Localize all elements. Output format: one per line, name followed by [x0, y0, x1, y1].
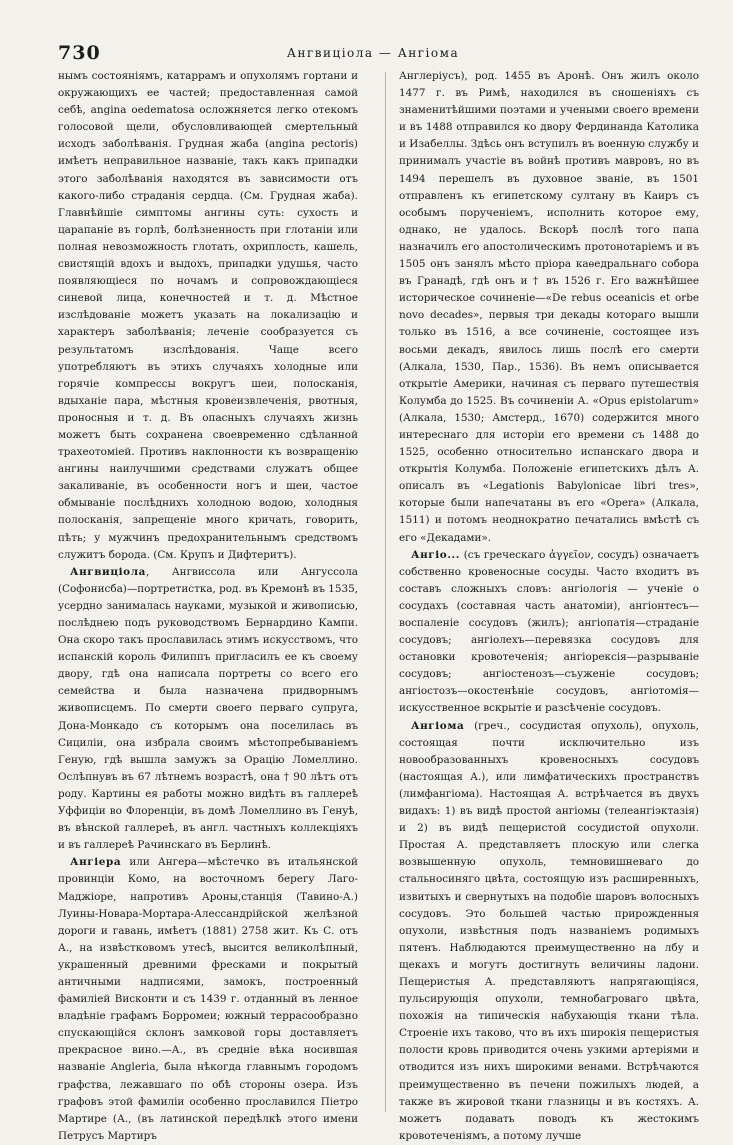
entry-headword: Ангіо...	[411, 548, 460, 561]
entry-text: (съ греческаго ἀγγεῖον, сосудъ) означаетъ собственно кровеносные сосуды. Часто входитъ въ составъ сложныхъ словъ: ангіологія — ученіе о сосудахъ (составная часть анатоміи), ангіонтесъ—воспаленіе сосудовъ (жилъ); ангіопатія—страданіе сосудовъ; ангіолеxъ—перевязка сосудовъ для остановки кровотеченія; ангіорексія—разрываніе сосудовъ; ангіостенозъ—съуженіе сосудовъ; ангіостозъ—окостенѣніе сосудовъ, ангіотомія—искусственное вскрытіе и разсѣченіе сосудовъ.	[399, 548, 699, 715]
right-column	[399, 68, 699, 1142]
entry-paragraph	[399, 68, 699, 547]
entry-paragraph	[58, 564, 358, 855]
entry-headword: Ангвиціола	[70, 565, 146, 578]
running-head: Ангвиціола — Ангіома	[286, 46, 460, 60]
entry-text: (греч., сосудистая опухоль), опухоль, состоящая почти исключительно изъ новообразованныхъ кровеносныхъ сосудовъ (настоящая А.), или лимфатическихъ пространствъ (лимфангіома). Настоящая А. встрѣчается въ двухъ видахъ: 1) въ видѣ простой ангіомы (телеангіэктазія) и 2) въ видѣ пещеристой сосудистой опухоли. Простая А. представляетъ плоскую или слегка возвышенную опухоль, темновишневаго до стальносиняго цвѣта, состоящую изъ расширенныхъ, извитыхъ и свернутыхъ на подобіе шаровъ волосныхъ сосудовъ. Это большей частью прирожденныя опухоли, извѣстныя подъ названіемъ родимыхъ пятенъ. Наблюдаются преимущественно на лбу и щекахъ и могутъ достигнуть величины ладони. Пещеристыя А. представляютъ напрягающіяся, пульсирующія опухоли, темнобагроваго цвѣта, похожія на типическія набухающія ткани тѣла. Строеніе ихъ таково, что въ ихъ широкія пещеристыя полости кровь приводится очень узкими артеріями и отводится изъ нихъ широкими венами. Встрѣчаются преимущественно въ печени пожилыхъ людей, а также въ жировой ткани глазницы и въ костяхъ. А. можетъ подавать поводъ къ жестокимъ кровотеченіямъ, а потому лучше	[399, 719, 699, 1142]
entry-text: или Ангера—мѣстечко въ итальянской провинціи Комо, на восточномъ берегу Лаго-Маджіоре, напротивъ Ароны,станція (Тавино-А.) Луины-Новара-Мортара-Алессандрійской желѣзной дороги и гавань, имѣетъ (1881) 2758 жит. Къ С. отъ А., на извѣстковомъ утесѣ, высится великолѣпный, украшенный древними фресками и покрытый античными надписями, замокъ, построенный фамиліей Висконти и съ 1439 г. отданный въ ленное владѣніе графамъ Борромеи; южный террасообразно спускающійся склонъ замковой горы доставляетъ прекрасное вино.—А., въ средніе вѣка носившая названіе Angleria, была нѣкогда главнымъ городомъ графства, лежавшаго по обѣ стороны озера. Изъ графовъ этой фамиліи особенно прославился Піетро Мартире (А., (въ латинской передѣлкѣ этого имени Петрусъ Мартиръ	[58, 856, 358, 1142]
entry-paragraph	[58, 68, 358, 564]
page-number: 730	[58, 42, 101, 64]
entry-text: Англеріусъ), род. 1455 въ Аронѣ. Онъ жилъ около 1477 г. въ Римѣ, находился въ сношеніяхъ съ знаменитѣйшими поэтами и учеными своего времени и въ 1488 отправился ко двору Фердинанда Католика и Изабеллы. Здѣсь онъ вступилъ въ военную службу и принималъ участіе въ войнѣ противъ мавровъ, но въ 1494 перешелъ въ духовное званіе, въ 1501 отправленъ къ египетскому султану въ Каиръ съ особымъ порученіемъ, исполнить которое ему, однако, не удалось. Вскорѣ послѣ того папа назначилъ его апостолическимъ протонотаріемъ и въ 1505 онъ занялъ мѣсто пріора каѳедральнаго собора въ Гранадѣ, гдѣ онъ и † въ 1526 г. Его важнѣйшее историческое сочиненіе—«De rebus oceanicis et orbe novo decades», первыя три декады котораго вышли только въ 1516, а все сочиненіе, состоящее изъ восьми декадъ, явилось лишь послѣ его смерти (Алкала, 1530, Пар., 1536). Въ немъ описывается открытіе Америки, начиная съ перваго путешествія Колумба до 1525. Въ сочиненіи А. «Opus epistolarum» (Алкала, 1530; Амстерд., 1670) содержится много интереснаго для исторіи его времени съ 1488 до 1525, особенно относительно испанскаго двора и открытія Колумба. Положеніе египетскихъ дѣлъ А. описалъ въ «Legationis Babylonicae libri tres», которые были напечатаны въ его «Opera» (Алкала, 1511) и потомъ неоднократно печатались вмѣстѣ съ его «Декадами».	[399, 70, 699, 544]
entry-paragraph	[399, 718, 699, 1145]
page-header	[58, 42, 688, 68]
column-divider	[385, 72, 386, 1112]
entry-text: , Ангвиссола или Ангуссола (Софонисба)—портретистка, род. въ Кремонѣ въ 1535, усердно занималась науками, музыкой и живописью, послѣднею подъ руководствомъ Бернардино Кампи. Она скоро такъ прославилась этимъ искусствомъ, что испанскій король Филиппъ пригласилъ ее къ своему двору, гдѣ она написала портреты со всего его семейства и была назначена придворнымъ живописцемъ. По смерти своего перваго супруга, Дона-Монкадо съ которымъ она поселилась въ Сициліи, она избрала своимъ мѣстопребываніемъ Геную, гдѣ вышла замужъ за Орацію Ломеллино. Ослѣпнувъ въ 67 лѣтнемъ возрастѣ, она † 90 лѣтъ отъ роду. Картины ея работы можно видѣть въ галлереѣ Уффиціи во Флоренціи, въ домѣ Ломеллино въ Генуѣ, въ вѣнской галлереѣ, въ англ. частныхъ коллекціяхъ и въ галлереѣ Рачинскаго въ Берлинѣ.	[58, 565, 358, 852]
entry-text: нымъ состояніямъ, катаррамъ и опухолямъ гортани и окружающихъ ее частей; предоставленная самой себѣ, angina oedematosa осложняется легко отекомъ голосовой щели, обусловливающей смертельный исходъ заболѣванія. Грудная жаба (angina pectoris) имѣетъ неправильное названіе, такъ какъ припадки этого заболѣванія находятся въ зависимости отъ какого-либо страданія сердца. (См. Грудная жаба). Главнѣйшіе симптомы ангины суть: сухость и царапаніе въ горлѣ, болѣзненность при глотаніи или полная невозможность глотать, охриплость, кашель, свистящій вдохъ и выдохъ, припадки удушья, часто появляющіеся по ночамъ и сопровождающіеся синевой лица, конечностей и т. д. Мѣстное изслѣдованіе можетъ указать на локализацію и характеръ заболѣванія; леченіе сообразуется съ результатомъ изслѣдованія. Чаще всего употребляютъ въ этихъ случаяхъ холодные или горячіе компрессы вокругъ шеи, полосканія, вдыханіе пара, мѣстныя кровеизвлеченія, рвотныя, проносныя и т. д. Въ опасныхъ случаяхъ жизнь можетъ быть сохранена своевременно сдѣланной трахеотоміей. Противъ наклонности къ возвращенію ангины наилучшими средствами служатъ общее закаливаніе, въ особенности ногъ и шеи, частое обмываніе послѣднихъ холодною водою, холодныя полосканія, запрещеніе много кричать, говорить, пѣть; у мужчинъ предохранительнымъ средствомъ служитъ борода. (См. Крупъ и Дифтеритъ).	[58, 70, 358, 561]
entry-paragraph	[58, 854, 358, 1145]
entry-headword: Ангіома	[411, 719, 465, 732]
left-column	[58, 68, 358, 1142]
entry-headword: Ангіера	[70, 856, 122, 869]
entry-paragraph	[399, 547, 699, 718]
